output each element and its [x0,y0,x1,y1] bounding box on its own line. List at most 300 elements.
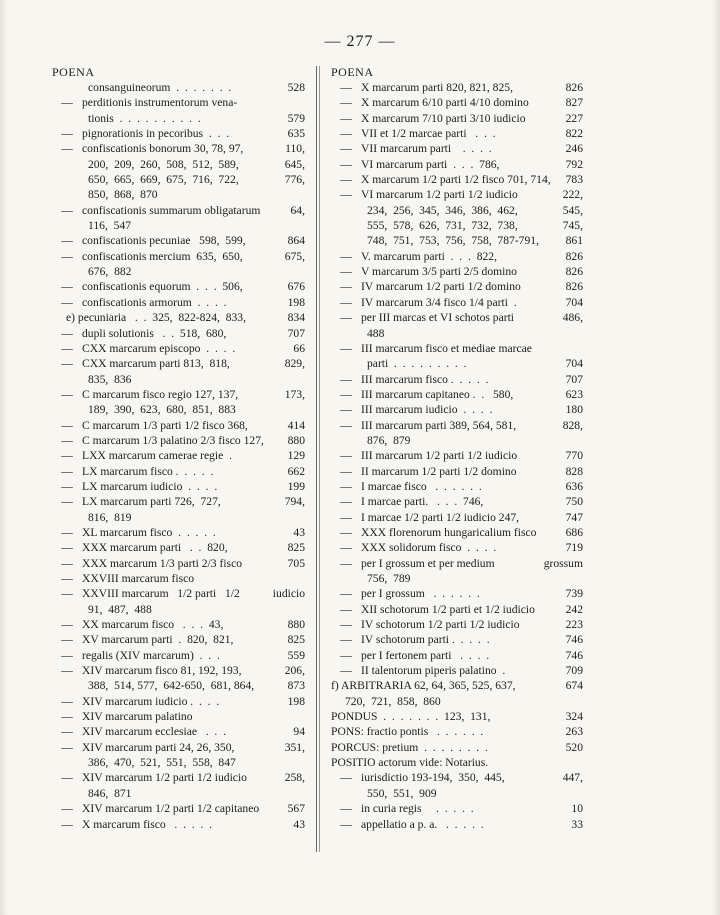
entry-page-ref: 645, [284,157,305,171]
entry-text: IV marcarum 3/4 fisco 1/4 parti . [361,295,517,309]
entry-dash: — [340,602,352,616]
entry-dash: — [61,357,73,371]
index-entry-line [52,279,305,294]
entry-page-ref: 676 [287,280,305,294]
entry-text: LX marcarum fisco . . . . . [82,464,214,478]
index-entry-line [331,111,583,126]
entry-text: dupli solutionis . . 518, 680, [82,326,227,340]
entry-text: per I grossum . . . . . . [361,587,480,601]
entry-dash: — [61,802,73,816]
index-entry-line [331,663,583,678]
entry-text: C marcarum 1/3 parti 1/2 fisco 368, [82,418,248,432]
entry-page-ref: 880 [287,618,305,632]
entry-text: X marcarum 6/10 parti 4/10 domino [361,96,529,110]
index-entry-line [52,632,305,647]
entry-text: 748, 751, 753, 756, 758, 787-791, [367,234,539,248]
index-entry-line [331,540,583,555]
index-entry-line [331,709,583,724]
entry-text: 720, 721, 858, 860 [345,694,441,708]
entry-text: in curia regis . . . . . [361,802,474,816]
entry-page-ref: 263 [565,725,583,739]
entry-dash: — [61,633,73,647]
entry-page-ref: 351, [284,740,305,754]
entry-page-ref: 739 [565,587,583,601]
index-entry-line [52,755,305,770]
index-entry-line [331,203,583,218]
entry-page-ref: 10 [571,802,583,816]
entry-dash: — [340,372,352,386]
entry-text: iurisdictio 193-194, 350, 445, [361,771,505,785]
entry-page-ref: 173, [284,387,305,401]
entry-text: I marcae fisco . . . . . . [361,479,482,493]
entry-text: f) ARBITRARIA 62, 64, 365, 525, 637, [331,679,516,693]
entry-text: X marcarum 1/2 parti 1/2 fisco 701, 714, [361,173,551,187]
entry-dash: — [340,249,352,263]
index-entry-line [52,95,305,110]
entry-page-ref: 674 [565,679,583,693]
entry-dash: — [61,387,73,401]
entry-text: X marcarum fisco . . . . . [82,817,213,831]
index-entry-line [331,740,583,755]
index-entry-line [52,617,305,632]
index-entry-line [52,295,305,310]
index-entry-line [331,494,583,509]
index-entry-line [331,464,583,479]
entry-dash: — [340,802,352,816]
page-edge-right [712,0,720,915]
entry-text: V. marcarum parti . . . 822, [361,249,497,263]
entry-text: 650, 665, 669, 675, 716, 722, [88,173,239,187]
index-entry-line [331,448,583,463]
index-entry-line [331,233,583,248]
entry-page-ref: 198 [287,295,305,309]
index-entry-line [52,172,305,187]
index-entry-line [52,586,305,601]
entry-text: III marcarum parti 389, 564, 581, [361,418,517,432]
index-entry-line [52,602,305,617]
entry-text: XV marcarum parti . 820, 821, [82,633,234,647]
index-entry-line [52,187,305,202]
entry-dash: — [61,326,73,340]
index-entry-line [331,172,583,187]
entry-text: III marcarum 1/2 parti 1/2 iudicio [361,449,518,463]
entry-dash: — [340,157,352,171]
entry-dash: — [340,479,352,493]
index-entry-line [331,755,583,770]
entry-text: 234, 256, 345, 346, 386, 462, [367,203,518,217]
right-column [331,65,583,832]
entry-text: consanguineorum . . . . . . . [88,81,232,94]
entry-text: per I grossum et per medium [361,556,495,570]
entry-text: XXVIII marcarum fisco [82,572,195,585]
entry-dash: — [340,418,352,432]
entry-page-ref: 222, [562,188,583,202]
index-entry-line [52,464,305,479]
entry-dash: — [61,587,73,601]
entry-page-ref: 528 [287,81,305,94]
entry-text: confiscationis armorum . . . . [82,295,227,309]
entry-page-ref: grossum [543,556,583,570]
index-entry-line [52,494,305,509]
index-entry-line [331,264,583,279]
entry-text: confiscationis bonorum 30, 78, 97, [82,142,244,156]
entry-text: confiscationis equorum . . . 506, [82,280,243,294]
entry-text: CXX marcarum episcopo . . . . [82,341,236,355]
entry-text: III marcarum iudicio . . . . [361,403,493,417]
entry-dash: — [61,418,73,432]
index-entry-line [331,341,583,356]
entry-page-ref: 64, [290,203,305,217]
index-entry-line [331,571,583,586]
entry-text: I marcae parti. . . . 746, [361,495,484,509]
entry-text: III marcarum fisco . . . . . [361,372,489,386]
entry-page-ref: 829, [284,357,305,371]
entry-page-ref: 828, [562,418,583,432]
entry-dash: — [61,495,73,509]
index-entry-line [331,279,583,294]
entry-text: confiscationis mercium 635, 650, [82,249,243,263]
index-entry-line [331,801,583,816]
index-entry-line [331,249,583,264]
entry-text: III marcarum capitaneo . . 580, [361,387,514,401]
entry-dash: — [340,403,352,417]
entry-dash: — [340,648,352,662]
entry-dash: — [340,495,352,509]
section-header: POENA [331,65,374,79]
entry-page-ref: 43 [293,817,305,831]
entry-page-ref: 745, [562,219,583,233]
entry-text: appellatio a p. a. . . . . . [361,817,484,831]
index-entry-line [331,418,583,433]
entry-text: VII et 1/2 marcae parti . . . [361,127,496,141]
entry-dash: — [61,710,73,724]
entry-text: XXX marcarum parti . . 820, [82,541,228,555]
index-entry-line [52,663,305,678]
entry-dash: — [340,142,352,156]
entry-page-ref: 246 [565,142,583,156]
entry-text: 91, 487, 488 [88,602,152,616]
entry-text: CXX marcarum parti 813, 818, [82,357,230,371]
entry-page-ref: 709 [565,664,583,678]
entry-text: 876, 879 [367,433,411,447]
index-entry-line [52,433,305,448]
entry-text: XXX marcarum 1/3 parti 2/3 fisco [82,556,243,570]
entry-dash: — [61,464,73,478]
entry-page-ref: 826 [565,249,583,263]
entry-page-ref: 747 [565,510,583,524]
entry-page-ref: 635 [287,127,305,141]
entry-page-ref: 704 [565,295,583,309]
entry-page-ref: 826 [565,265,583,279]
index-entry-line [331,694,583,709]
entry-text: 756, 789 [367,572,411,585]
entry-dash: — [340,111,352,125]
index-entry-line [331,218,583,233]
index-entry-line [52,817,305,832]
entry-page-ref: 750 [565,495,583,509]
entry-dash: — [61,556,73,570]
index-entry-line [331,157,583,172]
index-entry-line [52,740,305,755]
entry-page-ref: 707 [565,372,583,386]
index-entry-line [331,770,583,785]
index-entry-line [52,203,305,218]
entry-page-ref: 223 [565,618,583,632]
entry-dash: — [61,295,73,309]
entry-page-ref: 792 [565,157,583,171]
entry-text: X marcarum 7/10 parti 3/10 iudicio [361,111,526,125]
entry-page-ref: 324 [565,710,583,724]
entry-text: PONDUS . . . . . . . 123, 131, [331,710,491,724]
entry-text: III marcarum fisco et mediae marcae [361,341,532,355]
entry-page-ref: 623 [565,387,583,401]
entry-dash: — [340,311,352,325]
entry-dash: — [61,572,73,585]
entry-text: XIV marcarum 1/2 parti 1/2 iudicio [82,771,247,785]
index-entry-line [52,556,305,571]
entry-dash: — [340,541,352,555]
column-divider [316,66,317,852]
entry-text: 386, 470, 521, 551, 558, 847 [88,756,236,770]
index-entry-line [331,141,583,156]
entry-text: XII schotorum 1/2 parti et 1/2 iudicio [361,602,535,616]
entry-dash: — [340,771,352,785]
entry-page-ref: 227 [565,111,583,125]
index-entry-line [52,801,305,816]
entry-dash: — [61,234,73,248]
entry-text: X marcarum parti 820, 821, 825, [361,81,513,94]
entry-text: I marcae 1/2 parti 1/2 iudicio 247, [361,510,520,524]
entry-page-ref: 559 [287,648,305,662]
entry-text: 835, 836 [88,372,132,386]
entry-text: 846, 871 [88,786,132,800]
index-entry-line [52,448,305,463]
entry-text: 550, 551, 909 [367,786,437,800]
entry-page-ref: 94 [293,725,305,739]
entry-dash: — [340,188,352,202]
entry-text: per III marcas et VI schotos parti [361,311,515,325]
entry-text: 116, 547 [88,219,132,233]
index-entry-line [52,678,305,693]
entry-dash: — [340,464,352,478]
entry-text: VII marcarum parti . . . . [361,142,492,156]
entry-text: XIV marcarum ecclesiae . . . [82,725,226,739]
index-entry-line [52,402,305,417]
entry-page-ref: 180 [565,403,583,417]
entry-text: 189, 390, 623, 680, 851, 883 [88,403,236,417]
entry-page-ref: 486, [562,311,583,325]
index-entry-line [52,126,305,141]
entry-page-ref: 675, [284,249,305,263]
index-entry-line [52,479,305,494]
entry-page-ref: 567 [287,802,305,816]
entry-text: parti . . . . . . . . . [367,357,467,371]
entry-page-ref: 828 [565,464,583,478]
entry-text: VI marcarum parti . . . 786, [361,157,500,171]
entry-page-ref: 873 [287,679,305,693]
index-entry-line [331,80,583,95]
entry-page-ref: 822 [565,127,583,141]
entry-dash: — [340,633,352,647]
entry-dash: — [340,280,352,294]
entry-page-ref: 43 [293,525,305,539]
entry-page-ref: 826 [565,81,583,94]
index-entry-line [52,724,305,739]
index-entry-line [331,95,583,110]
entry-text: IV schotorum 1/2 parti 1/2 iudicio [361,618,520,632]
index-entry-line [52,372,305,387]
entry-page-ref: 861 [565,234,583,248]
index-entry-line [331,433,583,448]
entry-text: XXX solidorum fisco . . . . [361,541,497,555]
entry-text: V marcarum 3/5 parti 2/5 domino [361,265,517,279]
entry-page-ref: 199 [287,479,305,493]
index-entry-line [331,387,583,402]
index-entry-line [52,326,305,341]
entry-page-ref: 707 [287,326,305,340]
index-entry-line [52,218,305,233]
index-entry-line [52,571,305,586]
entry-page-ref: 719 [565,541,583,555]
entry-page-ref: 66 [293,341,305,355]
entry-dash: — [340,295,352,309]
index-entry-line [52,540,305,555]
entry-page-ref: 636 [565,479,583,493]
entry-dash: — [340,664,352,678]
entry-page-ref: 794, [284,495,305,509]
index-entry-line [52,356,305,371]
page-edge-left [0,0,8,915]
entry-text: 388, 514, 577, 642-650, 681, 864, [88,679,255,693]
entry-page-ref: 825 [287,541,305,555]
entry-dash: — [340,341,352,355]
entry-dash: — [61,203,73,217]
entry-text: confiscationis summarum obligatarum [82,203,261,217]
entry-dash: — [61,664,73,678]
entry-text: XIV marcarum fisco 81, 192, 193, [82,664,242,678]
entry-dash: — [61,771,73,785]
index-entry-line [331,724,583,739]
entry-page-ref: 704 [565,357,583,371]
entry-text: XL marcarum fisco . . . . . [82,525,216,539]
entry-dash: — [61,96,73,110]
entry-text: XIV marcarum palatino [82,710,193,724]
entry-page-ref: 198 [287,694,305,708]
entry-page-ref: 776, [284,173,305,187]
index-entry-line [331,510,583,525]
entry-dash: — [340,817,352,831]
entry-dash: — [61,449,73,463]
entry-text: 200, 209, 260, 508, 512, 589, [88,157,239,171]
entry-dash: — [340,173,352,187]
index-entry-line [331,295,583,310]
entry-text: II talentorum piperis palatino . [361,664,506,678]
entry-page-ref: 520 [565,740,583,754]
index-entry-line [52,694,305,709]
entry-dash: — [340,265,352,279]
entry-dash: — [61,433,73,447]
entry-dash: — [340,96,352,110]
entry-text: XX marcarum fisco . . . 43, [82,618,224,632]
entry-text: PORCUS: pretium . . . . . . . . [331,740,488,754]
index-entry-line [331,356,583,371]
entry-page-ref: 825 [287,633,305,647]
index-entry-line [52,80,305,95]
index-entry-line [52,341,305,356]
entry-dash: — [340,525,352,539]
page-number: — 277 — [324,33,396,50]
entry-dash: — [340,587,352,601]
index-entry-line [331,372,583,387]
index-entry-line [52,510,305,525]
index-entry-line [52,141,305,156]
entry-dash: — [61,127,73,141]
entry-page-ref: 579 [287,111,305,125]
entry-text: 850, 868, 870 [88,188,158,202]
index-entry-line [52,709,305,724]
index-entry-line [331,126,583,141]
entry-dash: — [61,618,73,632]
index-entry-line [52,786,305,801]
entry-text: IV marcarum 1/2 parti 1/2 domino [361,280,521,294]
entry-dash: — [61,280,73,294]
entry-text: perditionis instrumentorum vena- [82,96,238,110]
entry-text: VI marcarum 1/2 parti 1/2 iudicio [361,188,518,202]
entry-text: POSITIO actorum vide: Notarius. [331,756,489,770]
index-entry-line [52,157,305,172]
index-entry-line [331,602,583,617]
entry-dash: — [61,249,73,263]
entry-page-ref: 686 [565,525,583,539]
entry-dash: — [61,525,73,539]
index-entry-line [52,249,305,264]
index-entry-line [331,817,583,832]
entry-dash: — [340,81,352,94]
index-entry-line [331,586,583,601]
entry-dash: — [61,341,73,355]
index-entry-line [331,402,583,417]
entry-text: 676, 882 [88,265,132,279]
entry-page-ref: 827 [565,96,583,110]
entry-dash: — [61,541,73,555]
entry-text: regalis (XIV marcarum) . . . [82,648,220,662]
entry-page-ref: 864 [287,234,305,248]
entry-text: XIV marcarum 1/2 parti 1/2 capitaneo [82,802,260,816]
index-entry-line [52,264,305,279]
index-entry-line [52,525,305,540]
entry-dash: — [340,618,352,632]
entry-dash: — [61,694,73,708]
entry-dash: — [340,127,352,141]
entry-text: C marcarum fisco regio 127, 137, [82,387,239,401]
entry-text: 555, 578, 626, 731, 732, 738, [367,219,518,233]
entry-dash: — [340,449,352,463]
left-column [52,65,305,832]
entry-page-ref: 770 [565,449,583,463]
entry-text: pignorationis in pecoribus . . . [82,127,230,141]
entry-page-ref: 746 [565,648,583,662]
entry-dash: — [61,648,73,662]
index-entry-line [331,648,583,663]
entry-text: LXX marcarum camerae regie . [82,449,232,463]
entry-page-ref: 545, [562,203,583,217]
index-entry-line [331,556,583,571]
index-entry-line [331,632,583,647]
entry-page-ref: 834 [287,311,305,325]
entry-text: II marcarum 1/2 parti 1/2 domino [361,464,517,478]
index-entry-line [331,525,583,540]
entry-page-ref: 662 [287,464,305,478]
